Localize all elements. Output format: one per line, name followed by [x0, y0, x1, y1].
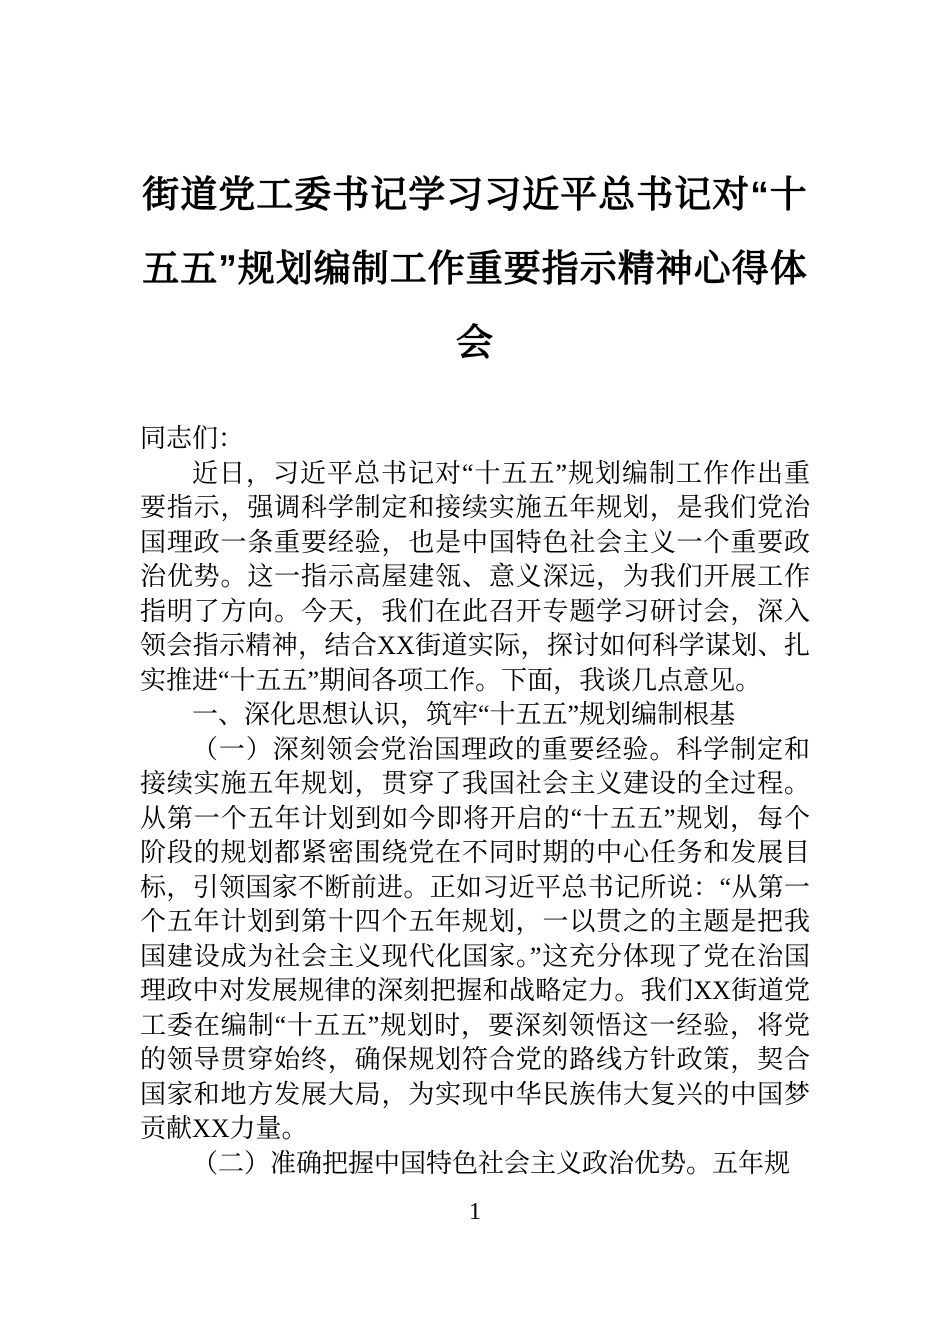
- page-number: 1: [469, 1199, 481, 1225]
- section-heading-1: 一、深化思想认识，筑牢“十五五”规划编制根基: [192, 700, 736, 729]
- paragraph-intro: 近日，习近平总书记对“十五五”规划编制工作作出重要指示，强调科学制定和接续实施五年规划，是我们党治国理政一条重要经验，也是中国特色社会主义一个重要政治优势。这一指示高屋建瓴、意义深远，为我们开展工作指明了方向。今天，我们在此召开专题学习研讨会，深入领会指示精神，结合XX街道实际，探讨如何科学谋划、扎实推进“十五五”期间各项工作。下面，我谈几点意见。: [140, 458, 810, 695]
- salutation: 同志们：: [140, 424, 245, 453]
- paragraph-1-2: （二）准确把握中国特色社会主义政治优势。五年规: [192, 1148, 791, 1178]
- paragraph-1-1: （一）深刻领会党治国理政的重要经验。科学制定和接续实施五年规划，贯穿了我国社会主义建设的全过程。从第一个五年计划到如今即将开启的“十五五”规划，每个阶段的规划都紧密围绕党在不同时期的中心任务和发展目标，引领国家不断前进。正如习近平总书记所说：“从第一个五年计划到第十四个五年规划，一以贯之的主题是把我国建设成为社会主义现代化国家。”这充分体现了党在治国理政中对发展规律的深刻把握和战略定力。我们XX街道党工委在编制“十五五”规划时，要深刻领悟这一经验，将党的领导贯穿始终，确保规划符合党的路线方针政策，契合国家和地方发展大局，为实现中华民族伟大复兴的中国梦贡献XX力量。: [140, 734, 810, 1143]
- document-body: [140, 422, 810, 1181]
- document-title: 街道党工委书记学习习近平总书记对“十五五”规划编制工作重要指示精神心得体会: [142, 174, 808, 363]
